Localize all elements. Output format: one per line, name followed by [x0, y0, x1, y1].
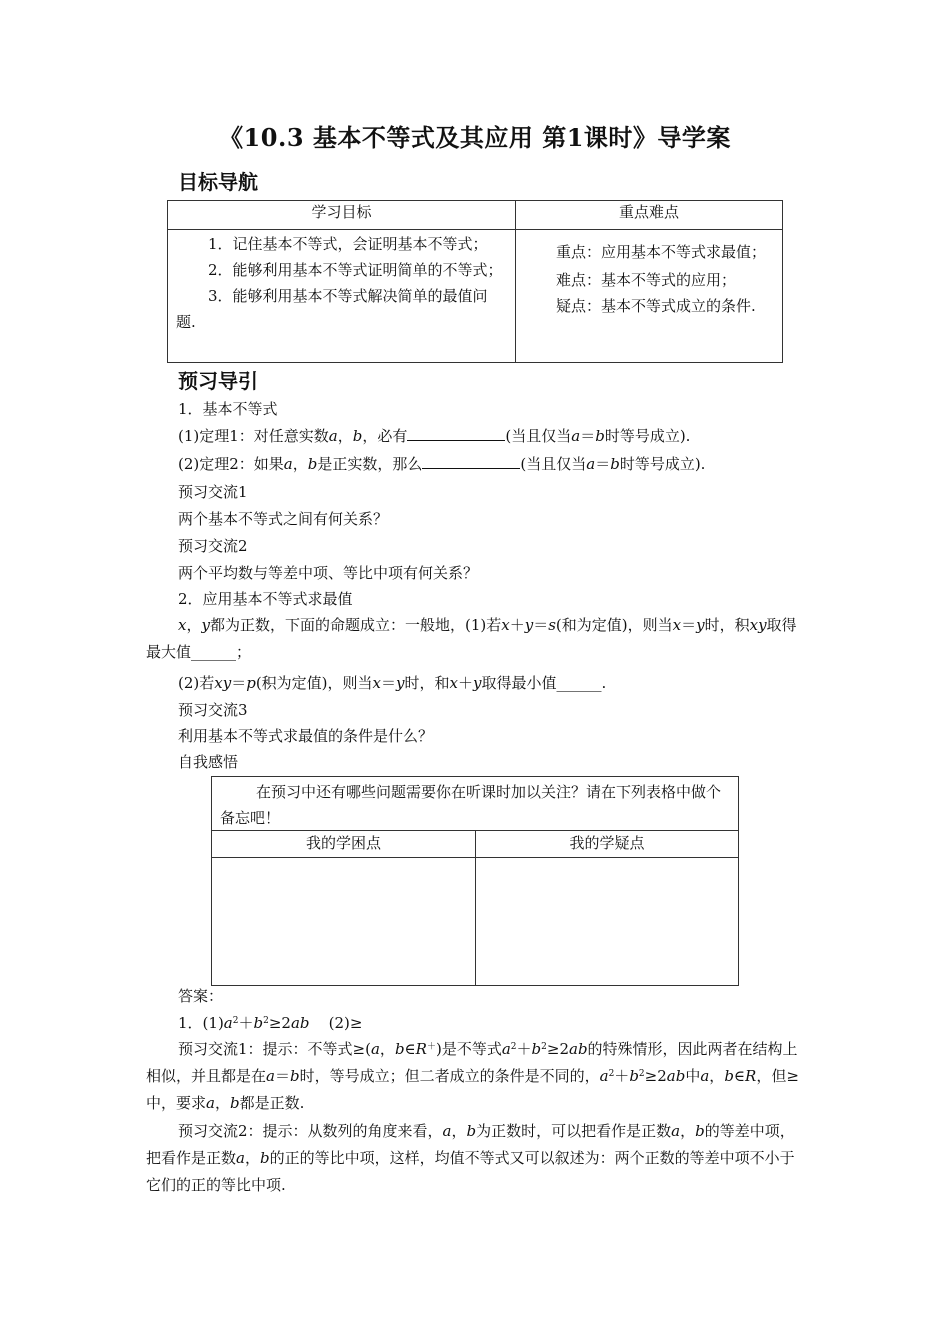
- objective-item: 2．能够利用基本不等式证明简单的不等式；: [208, 261, 503, 279]
- exchange-3-title: 预习交流3: [178, 701, 248, 719]
- memo-col-difficulties: 我的学困点: [305, 834, 381, 852]
- memo-intro: 在预习中还有哪些问题需要你在听课时加以关注？请在下列表格中做个备忘吧！: [220, 783, 722, 827]
- exchange-3-question: 利用基本不等式求最值的条件是什么？: [178, 727, 434, 745]
- section-2-title: 2．应用基本不等式求最值: [178, 590, 353, 608]
- objectives-list: [176, 231, 506, 335]
- answer-exchange-1: 预习交流1：提示：不等式≥(a，b∈R＋)是不等式$a^2+b^2\ge 2ab$的特殊情形，因此两者在结构上相似，并且都是在a＝b时，等号成立；但二者成立的条件是不同的，$a^2+b^2\ge 2ab$中a，b∈R，但≥中，要求a，b都是正数.: [146, 1040, 799, 1112]
- keypoint-item: 重点：应用基本不等式求最值；: [556, 243, 767, 261]
- memo-difficulties-cell[interactable]: [214, 859, 472, 983]
- goals-heading: 目标导航: [178, 170, 258, 194]
- answer-1: 1．$(1)a^2+b^2\ge 2ab$ (2)≥: [178, 1014, 363, 1032]
- keypoint-item: 疑点：基本不等式成立的条件.: [556, 297, 756, 315]
- section-2-paragraph-2: (2)若xy＝p(积为定值)，则当x＝y时，和x＋y取得最小值______.: [178, 674, 607, 692]
- goals-col-keypoints: 重点难点: [618, 203, 679, 221]
- theorem-1: (1)定理1：对任意实数a，b，必有 (当且仅当a＝b时等号成立).: [178, 427, 691, 445]
- memo-table: [211, 776, 739, 986]
- answer-exchange-2: 预习交流2：提示：从数列的角度来看，a，b为正数时，可以把看作是正数a，b的等差中项，把看作是正数a，b的正的等比中项，这样，均值不等式又可以叙述为：两个正数的等差中项不小于它们的正的等比中项.: [146, 1122, 795, 1194]
- objective-item: 3．能够利用基本不等式解决简单的最值问题.: [176, 287, 488, 331]
- goals-col-objectives: 学习目标: [311, 203, 372, 221]
- theorem-2: (2)定理2：如果a，b是正实数，那么 (当且仅当a＝b时等号成立).: [178, 455, 706, 473]
- memo-col-doubts: 我的学疑点: [569, 834, 645, 852]
- section-2-paragraph-1: x，y都为正数，下面的命题成立：一般地，(1)若x＋y＝s(和为定值)，则当x＝y时，积xy取得最大值______；: [146, 616, 797, 661]
- keypoints-list: [524, 239, 774, 319]
- preview-heading: 预习导引: [178, 369, 258, 393]
- answers-label: 答案：: [178, 987, 224, 1005]
- keypoint-item: 难点：基本不等式的应用；: [556, 271, 737, 289]
- section-1-title: 1．基本不等式: [178, 400, 278, 418]
- exchange-1-question: 两个基本不等式之间有何关系？: [178, 510, 389, 528]
- exchange-1-title: 预习交流1: [178, 483, 248, 501]
- memo-doubts-cell[interactable]: [478, 859, 736, 983]
- objective-item: 1．记住基本不等式，会证明基本不等式；: [208, 235, 488, 253]
- exchange-2-question: 两个平均数与等差中项、等比中项有何关系？: [178, 564, 479, 582]
- self-reflection-title: 自我感悟: [178, 753, 239, 771]
- page-title: 《10.3 基本不等式及其应用 第1课时》导学案: [219, 123, 731, 152]
- goals-table: [167, 200, 783, 363]
- exchange-2-title: 预习交流2: [178, 537, 248, 555]
